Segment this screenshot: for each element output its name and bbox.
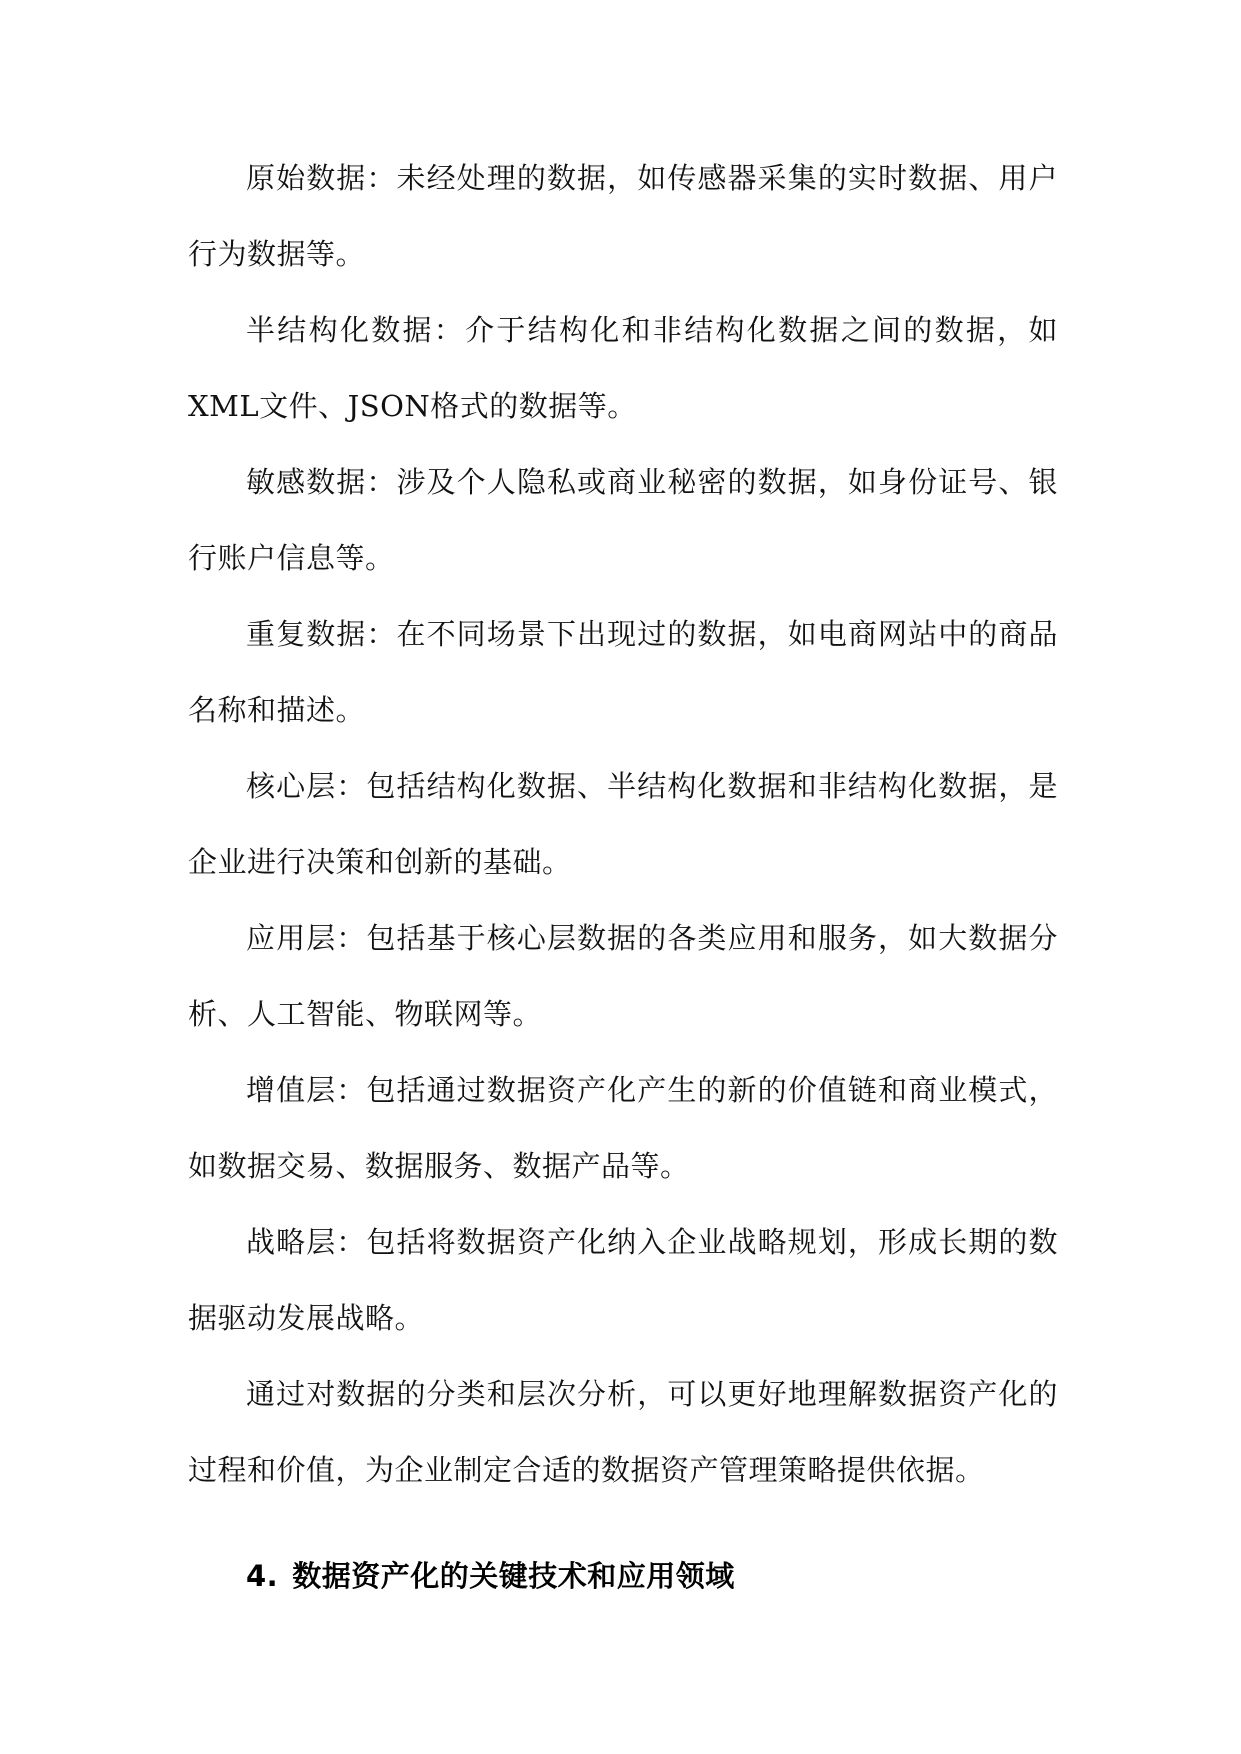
paragraph-strategic-layer: 战略层：包括将数据资产化纳入企业战略规划，形成长期的数据驱动发展战略。: [188, 1225, 1058, 1335]
document-body: [188, 140, 1058, 1614]
section-number: 4.: [246, 1559, 279, 1593]
paragraph-conclusion: 通过对数据的分类和层次分析，可以更好地理解数据资产化的过程和价值，为企业制定合适的数据资产管理策略提供依据。: [188, 1377, 1058, 1487]
paragraph-semi-structured-data: 半结构化数据：介于结构化和非结构化数据之间的数据，如XML文件、JSON格式的数据等。: [188, 313, 1058, 423]
paragraph-application-layer: 应用层：包括基于核心层数据的各类应用和服务，如大数据分析、人工智能、物联网等。: [188, 921, 1058, 1031]
paragraph-raw-data: 原始数据：未经处理的数据，如传感器采集的实时数据、用户行为数据等。: [188, 161, 1058, 271]
section-heading: [246, 1538, 1058, 1614]
paragraph-sensitive-data: 敏感数据：涉及个人隐私或商业秘密的数据，如身份证号、银行账户信息等。: [188, 465, 1058, 575]
section-title: 数据资产化的关键技术和应用领域: [292, 1559, 735, 1593]
paragraph-value-added-layer: 增值层：包括通过数据资产化产生的新的价值链和商业模式，如数据交易、数据服务、数据产品等。: [188, 1073, 1058, 1183]
paragraph-duplicate-data: 重复数据：在不同场景下出现过的数据，如电商网站中的商品名称和描述。: [188, 617, 1058, 727]
paragraph-core-layer: 核心层：包括结构化数据、半结构化数据和非结构化数据，是企业进行决策和创新的基础。: [188, 769, 1058, 879]
